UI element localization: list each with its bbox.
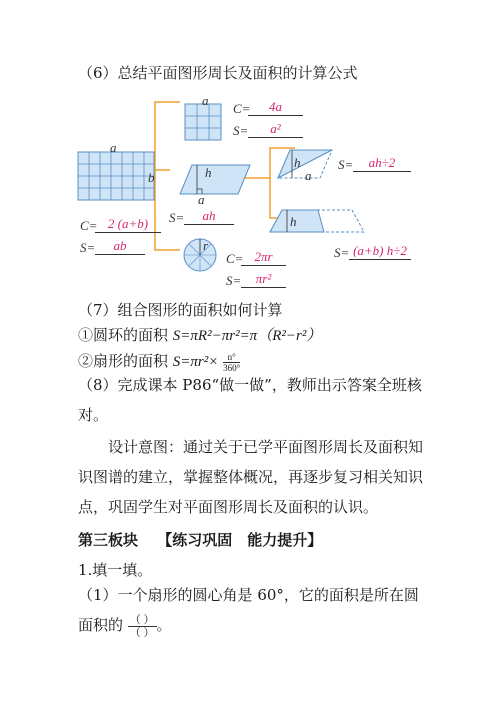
section-3-name: 第三板块 <box>78 531 139 549</box>
rect-C-value: 2 (a+b) <box>95 216 161 233</box>
question-1-text: （1）一个扇形的圆心角是 60°，它的面积是所在圆面积的 <box>78 586 419 634</box>
square-C-eq: C= <box>233 101 251 116</box>
rect-S-eq: S= <box>80 240 96 255</box>
square-shape <box>185 104 221 140</box>
rect-S-value: ab <box>95 238 145 255</box>
ring-area-formula: S=πR²−πr²=π（R²−r²） <box>172 328 322 344</box>
para-S-value: ah <box>184 208 234 225</box>
circle-r-label: r <box>203 238 209 253</box>
section-3-header <box>78 530 322 550</box>
section-3-tag: 【练习巩固 能力提升】 <box>157 531 323 549</box>
circle-S-value: πr² <box>241 271 286 288</box>
tri-a-label: a <box>305 168 312 183</box>
circle-shape <box>184 239 216 271</box>
para-a-label: a <box>198 192 205 207</box>
sector-area-label: ②扇形的面积 <box>78 352 169 370</box>
square-S-value: a² <box>248 121 303 138</box>
section-6-title: （6）总结平面图形周长及面积的计算公式 <box>78 64 358 82</box>
rect-b-label: b <box>148 170 155 185</box>
circle-C-eq: C= <box>226 251 244 266</box>
ring-area-label: ①圆环的面积 <box>78 326 169 344</box>
rectangle-shape <box>78 152 154 200</box>
parallelogram-shape <box>180 165 250 194</box>
section-8-text: （8）完成课本 P86“做一做”，教师出示答案全班核对。 <box>78 376 422 424</box>
trap-h-label: h <box>290 214 297 229</box>
square-S-eq: S= <box>233 123 249 138</box>
question-1: （1）一个扇形的圆心角是 60°，它的面积是所在圆面积的 $\frac{( )}{( )}$ 。 <box>78 586 419 639</box>
answer-numerator-blank[interactable]: （ ） <box>129 613 155 626</box>
trap-S-eq: S= <box>334 245 350 260</box>
answer-fraction[interactable] <box>128 614 157 639</box>
trapezoid-shape <box>270 210 364 232</box>
rect-C-eq: C= <box>80 218 98 233</box>
sector-fraction-denominator: 360° <box>223 362 241 373</box>
design-intent-paragraph: 设计意图：通过关于已学平面图形周长及面积知识图谱的建立，掌握整体概况，再逐步复习相关知识点，巩固学生对平面图形周长及面积的认识。 <box>78 438 424 516</box>
section-7-title: （7）组合图形的面积如何计算 <box>78 301 283 319</box>
sector-area-formula: S=πr²× <box>172 354 219 370</box>
fill-in-title: 1.填一填。 <box>78 561 153 579</box>
tri-S-value: ah÷2 <box>353 155 411 172</box>
circle-S-eq: S= <box>226 273 242 288</box>
trap-S-value: (a+b) h÷2 <box>349 243 411 260</box>
answer-denominator-blank[interactable]: （ ） <box>129 626 155 639</box>
ring-area-line <box>78 325 321 346</box>
para-h-label: h <box>205 165 212 180</box>
rect-a-label: a <box>110 140 117 155</box>
sector-fraction-numerator: n° <box>223 352 240 363</box>
para-S-eq: S= <box>169 210 185 225</box>
tri-h-label: h <box>294 155 301 170</box>
square-a-label: a <box>202 93 209 108</box>
circle-C-value: 2πr <box>241 249 286 266</box>
tri-S-eq: S= <box>338 157 354 172</box>
square-C-value: 4a <box>248 99 303 116</box>
